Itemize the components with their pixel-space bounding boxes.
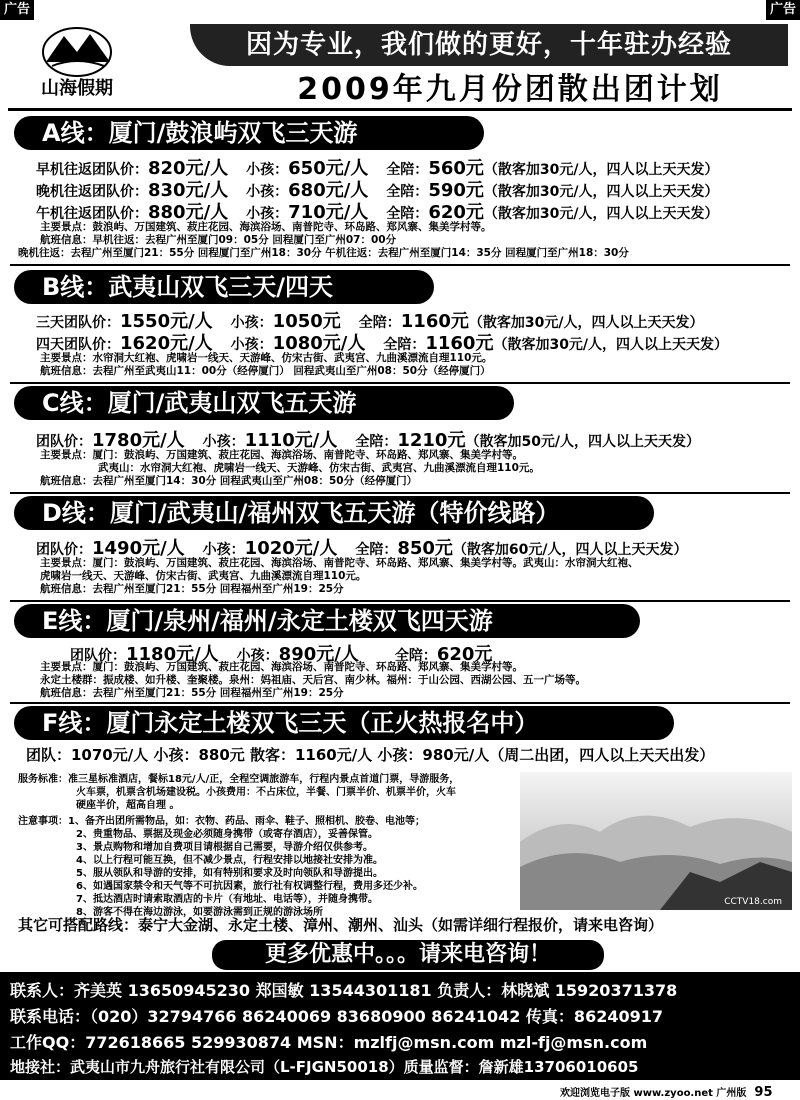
route-b-price-2: 四天团队价：1620元/人 小孩：1080元/人 全陪：1160元（散客加30元/人，四人以上天天发） xyxy=(36,333,729,354)
route-a-price-2: 晚机往返团队价：830元/人 小孩：680元/人 全陪：590元（散客加30元/人，四人以上天天发） xyxy=(36,180,719,201)
logo-text: 山海假期 xyxy=(41,78,113,99)
route-e-price-1: 团队价：1180元/人 小孩：890元/人 全陪：620元 xyxy=(70,644,493,665)
service-line-2: 火车票，机票含机场建设税。小孩费用：不占床位，半餐、门票半价、机票半价，火车 xyxy=(76,787,456,798)
contact-local-agency: 地接社：武夷山市九舟旅行社有限公司（L-FJGN50018）质量监督：詹新雄13706010605 xyxy=(10,1058,639,1076)
route-b-info-2: 航班信息：去程广州至武夷山11：00分（经停厦门） 回程武夷山至广州08：50分（经停厦门） xyxy=(40,365,491,377)
notice-line-6: 6、如遇国家禁令和天气等不可抗因素，旅行社有权调整行程，费用多还少补。 xyxy=(76,881,423,892)
route-e-info-2: 永定土楼群：振成楼、如升楼、奎聚楼。泉州：妈祖庙、天后宫、南少林。福州：于山公园、西湖公园、五一广场等。 xyxy=(40,674,586,686)
divider xyxy=(10,702,790,704)
notice-line-3: 3、景点购物和增加自费项目请根据自己需要，导游介绍仅供参考。 xyxy=(76,842,373,853)
scenery-photo xyxy=(520,772,792,910)
mountain-logo-icon xyxy=(22,22,132,102)
title-divider xyxy=(8,108,792,111)
ad-tag-right: 广告 xyxy=(766,0,800,20)
route-c-banner: C线：厦门/武夷山双飞五天游 xyxy=(14,386,514,420)
route-b-banner: B线：武夷山双飞三天/四天 xyxy=(14,270,434,304)
route-a-price-3: 午机往返团队价：880元/人 小孩：710元/人 全陪：620元（散客加30元/人，四人以上天天发） xyxy=(36,202,719,223)
route-a-banner: A线：厦门/鼓浪屿双飞三天游 xyxy=(14,116,484,150)
route-c-price-1: 团队价：1780元/人 小孩：1110元/人 全陪：1210元（散客加50元/人，四人以上天天发） xyxy=(36,430,701,451)
route-d-info-1: 主要景点：厦门：鼓浪屿、万国建筑、菽庄花园、海滨浴场、南普陀寺、环岛路、郑风寨、集美学村等。武夷山：水帘洞大红袍、 xyxy=(40,557,639,569)
contact-phones: 联系电话：（020）32794766 86240069 83680900 86241042 传真：86240917 xyxy=(10,1007,663,1026)
contact-panel xyxy=(0,972,800,1080)
route-c-info-1: 主要景点：厦门：鼓浪屿、万国建筑、菽庄花园、海滨浴场、南普陀寺、环岛路、郑风寨、集美学村等。 xyxy=(40,449,523,461)
divider xyxy=(10,492,790,494)
notice-line-2: 2、贵重物品、票据及现金必须随身携带（或寄存酒店），妥善保管。 xyxy=(76,829,378,840)
service-line-1: 服务标准：准三星标准酒店，餐标18元/人/正，全程空调旅游车，行程内景点首道门票，导游服务， xyxy=(18,774,460,785)
notice-line-7: 7、抵达酒店时请索取酒店的卡片（有地址、电话等），并随身携带。 xyxy=(76,894,378,905)
notice-line-8: 8、游客不得在海边游泳，如要游泳需到正规的游泳场所 xyxy=(76,907,323,918)
slogan-banner: 因为专业，我们做的更好，十年驻办经验 xyxy=(190,24,788,66)
divider xyxy=(10,600,790,602)
route-a-info-1: 主要景点：鼓浪屿、万国建筑、菽庄花园、海滨浴场、南普陀寺、环岛路、郑风寨、集美学村等。 xyxy=(40,221,492,233)
route-c-info-3: 航班信息：去程广州至厦门14：30分 回程武夷山至广州08：50分（经停厦门） xyxy=(40,475,418,487)
notice-line-4: 4、以上行程可能互换，但不减少景点，行程安排以地接社安排为准。 xyxy=(76,855,383,866)
route-a-info-2: 航班信息：早机往返：去程广州至厦门09：05分 回程厦门至广州07：00分 xyxy=(40,234,397,246)
route-a-info-3: 晚机往返：去程广州至厦门21：55分 回程厦门至广州18：30分 午机往返：去程广州至厦门14：35分 回程厦门至广州18：30分 xyxy=(18,247,629,259)
page-number: 95 xyxy=(754,1085,773,1100)
route-f-banner: F线：厦门永定土楼双飞三天（正火热报名中） xyxy=(14,706,674,740)
route-e-info-3: 航班信息：去程广州至厦门21：55分 回程福州至广州19：25分 xyxy=(40,687,344,699)
notice-line-1: 注意事项：1、备齐出团所需物品，如：衣物、药品、雨伞、鞋子、照相机、胶卷、电池等； xyxy=(18,816,425,827)
route-e-info-1: 主要景点：厦门：鼓浪屿、万国建筑、菽庄花园、海滨浴场、南普陀寺、环岛路、郑风寨、集美学村等。 xyxy=(40,661,523,673)
route-d-banner: D线：厦门/武夷山/福州双飞五天游（特价线路） xyxy=(14,496,654,530)
route-b-price-1: 三天团队价：1550元/人 小孩：1050元 全陪：1160元（散客加30元/人，四人以上天天发） xyxy=(36,311,704,332)
mountain-scenery-image xyxy=(520,772,792,910)
footer-text: 欢迎浏览电子版 www.zyoo.net 广州版 xyxy=(560,1088,747,1099)
route-f-price: 团队：1070元/人 小孩：880元 散客：1160元/人 小孩：980元/人（周二出团，四人以上天天出发） xyxy=(26,746,715,764)
company-logo xyxy=(22,22,132,102)
contact-people: 联系人：齐美英 13650945230 郑国敏 13544301181 负责人：林晓斌 15920371378 xyxy=(10,981,678,1000)
route-b-info-1: 主要景点：水帘洞大红袍、虎啸岩一线天、天游峰、仿宋古街、武夷宫、九曲溪漂流自理110元。 xyxy=(40,352,493,364)
photo-watermark: CCTV18.com xyxy=(724,897,782,907)
ad-tag-left: 广告 xyxy=(0,0,34,20)
service-line-3: 硬座半价，超高自理 。 xyxy=(76,800,180,811)
route-a-price-1: 早机往返团队价：820元/人 小孩：650元/人 全陪：560元（散客加30元/人，四人以上天天发） xyxy=(36,158,719,179)
promo-banner: 更多优惠中。。。请来电咨询！ xyxy=(212,940,604,970)
divider xyxy=(10,382,790,384)
route-e-banner: E线：厦门/泉州/福州/永定土楼双飞四天游 xyxy=(14,604,640,638)
other-routes: 其它可搭配路线：泰宁大金湖、永定土楼、漳州、潮州、汕头（如需详细行程报价，请来电咨询） xyxy=(18,916,664,934)
route-d-info-2: 虎啸岩一线天、天游峰、仿宋古街、武夷宫、九曲溪漂流自理110元。 xyxy=(40,570,367,582)
page-footer xyxy=(560,1084,773,1100)
page-title: 2009年九月份团散出团计划 xyxy=(297,72,723,107)
route-d-price-1: 团队价：1490元/人 小孩：1020元/人 全陪：850元（散客加60元/人，四人以上天天发） xyxy=(36,538,688,559)
divider xyxy=(10,264,790,266)
route-d-info-3: 航班信息：去程广州至厦门21：55分 回程福州至广州19：25分 xyxy=(40,583,344,595)
notice-line-5: 5、服从领队和导游的安排，如有特别和要求及时向领队和导游提出。 xyxy=(76,868,383,879)
contact-qq-msn: 工作QQ：772618665 529930874 MSN：mzlfj@msn.com mzl-fj@msn.com xyxy=(10,1033,648,1052)
route-c-info-2: 武夷山：水帘洞大红袍、虎啸岩一线天、天游峰、仿宋古街、武夷宫、九曲溪漂流自理110元。 xyxy=(98,462,540,474)
